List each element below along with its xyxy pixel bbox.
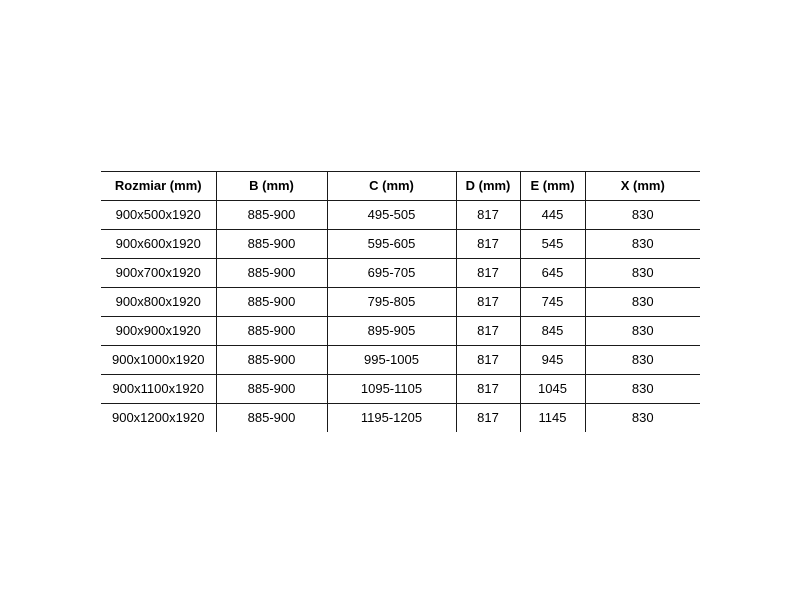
cell-x: 830 — [585, 201, 700, 230]
cell-c: 795-805 — [327, 288, 456, 317]
table-row — [101, 404, 700, 433]
cell-e: 645 — [520, 259, 585, 288]
cell-d: 817 — [456, 404, 520, 433]
cell-x: 830 — [585, 259, 700, 288]
cell-x: 830 — [585, 230, 700, 259]
cell-e: 1145 — [520, 404, 585, 433]
cell-size: 900x1200x1920 — [101, 404, 216, 433]
cell-size: 900x500x1920 — [101, 201, 216, 230]
cell-e: 845 — [520, 317, 585, 346]
dimensions-table — [101, 171, 700, 432]
header-x: X (mm) — [585, 172, 700, 201]
cell-x: 830 — [585, 346, 700, 375]
cell-b: 885-900 — [216, 375, 327, 404]
cell-d: 817 — [456, 288, 520, 317]
table-row — [101, 375, 700, 404]
cell-x: 830 — [585, 317, 700, 346]
header-b: B (mm) — [216, 172, 327, 201]
cell-c: 595-605 — [327, 230, 456, 259]
cell-b: 885-900 — [216, 346, 327, 375]
cell-b: 885-900 — [216, 230, 327, 259]
cell-e: 445 — [520, 201, 585, 230]
cell-d: 817 — [456, 201, 520, 230]
header-c: C (mm) — [327, 172, 456, 201]
cell-b: 885-900 — [216, 288, 327, 317]
table-row — [101, 288, 700, 317]
cell-c: 895-905 — [327, 317, 456, 346]
cell-d: 817 — [456, 230, 520, 259]
cell-d: 817 — [456, 317, 520, 346]
cell-c: 495-505 — [327, 201, 456, 230]
cell-size: 900x1000x1920 — [101, 346, 216, 375]
cell-size: 900x800x1920 — [101, 288, 216, 317]
cell-c: 695-705 — [327, 259, 456, 288]
header-d: D (mm) — [456, 172, 520, 201]
header-e: E (mm) — [520, 172, 585, 201]
cell-x: 830 — [585, 288, 700, 317]
table-body — [101, 201, 700, 433]
table-header — [101, 172, 700, 201]
cell-e: 1045 — [520, 375, 585, 404]
cell-e: 545 — [520, 230, 585, 259]
cell-x: 830 — [585, 404, 700, 433]
cell-c: 995-1005 — [327, 346, 456, 375]
table-row — [101, 317, 700, 346]
dimensions-table-container — [101, 171, 700, 432]
cell-d: 817 — [456, 346, 520, 375]
cell-d: 817 — [456, 259, 520, 288]
header-size: Rozmiar (mm) — [101, 172, 216, 201]
cell-c: 1195-1205 — [327, 404, 456, 433]
table-row — [101, 259, 700, 288]
cell-size: 900x1100x1920 — [101, 375, 216, 404]
cell-x: 830 — [585, 375, 700, 404]
cell-b: 885-900 — [216, 259, 327, 288]
table-row — [101, 346, 700, 375]
cell-e: 745 — [520, 288, 585, 317]
cell-b: 885-900 — [216, 404, 327, 433]
cell-c: 1095-1105 — [327, 375, 456, 404]
table-row — [101, 230, 700, 259]
cell-d: 817 — [456, 375, 520, 404]
header-row — [101, 172, 700, 201]
table-row — [101, 201, 700, 230]
cell-b: 885-900 — [216, 317, 327, 346]
cell-size: 900x600x1920 — [101, 230, 216, 259]
cell-e: 945 — [520, 346, 585, 375]
cell-size: 900x900x1920 — [101, 317, 216, 346]
cell-size: 900x700x1920 — [101, 259, 216, 288]
cell-b: 885-900 — [216, 201, 327, 230]
